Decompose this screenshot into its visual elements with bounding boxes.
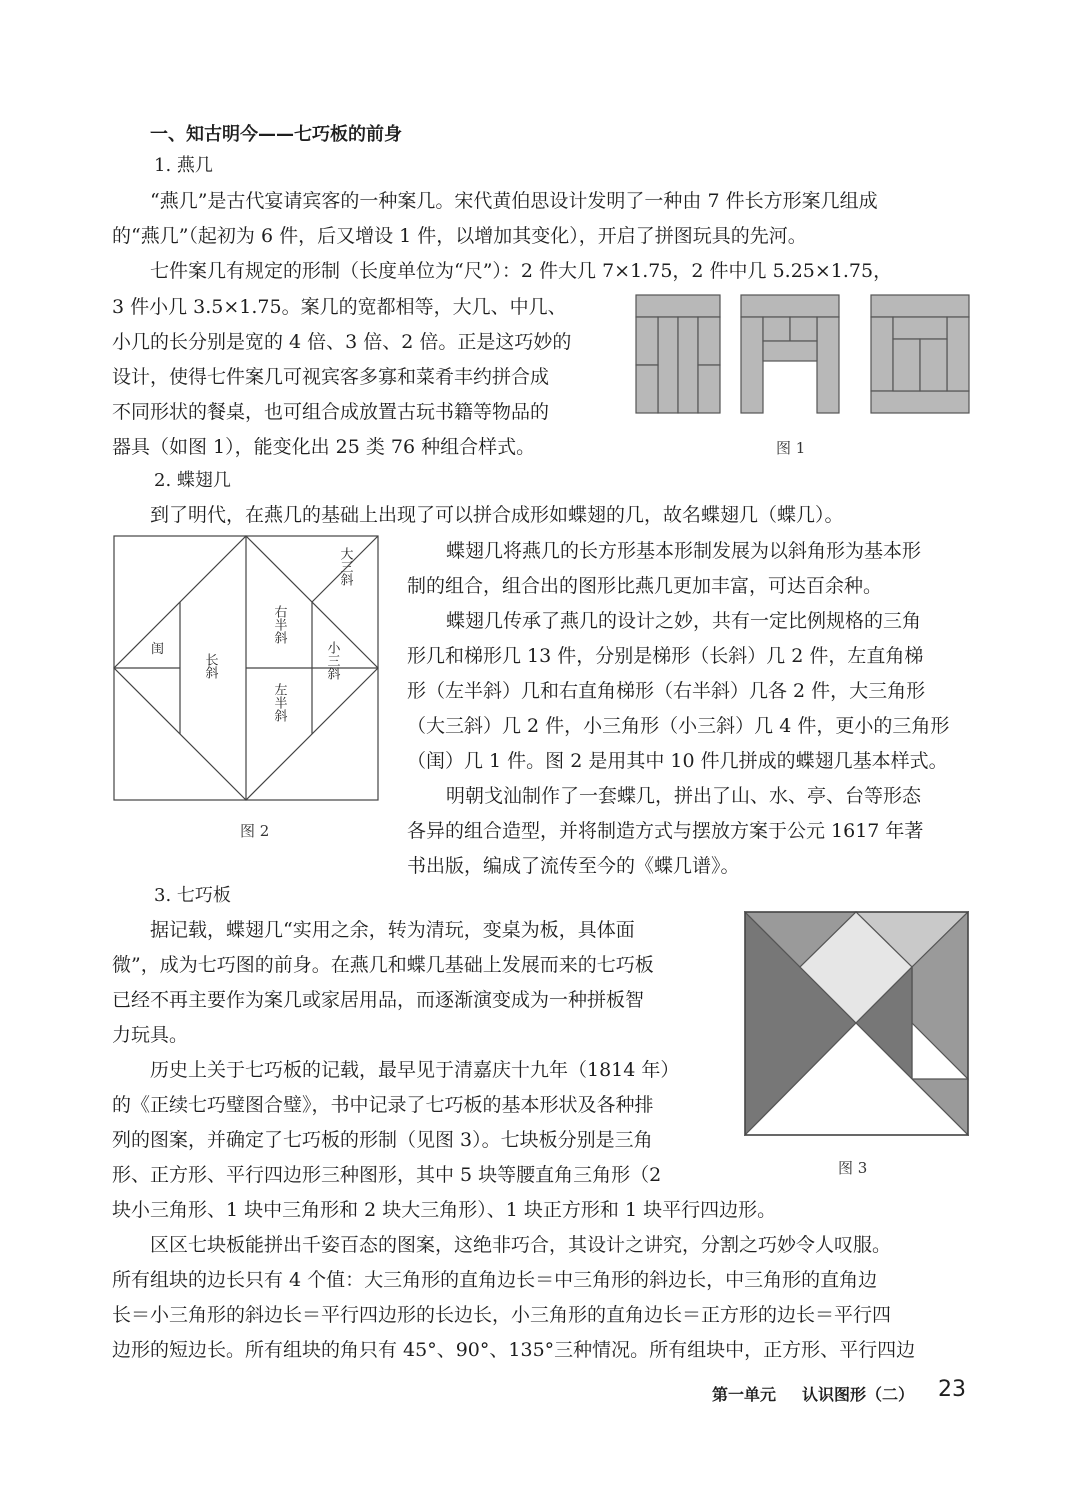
paragraph-line: 不同形状的餐桌，也可组合成放置古玩书籍等物品的: [112, 401, 550, 423]
footer-chapter: 认识图形（二）: [802, 1385, 915, 1404]
paragraph-line: 微”，成为七巧图的前身。在燕几和蝶几基础上发展而来的七巧板: [112, 954, 654, 976]
paragraph-line: 形（左半斜）几和右直角梯形（右半斜）几各 2 件，大三角形: [407, 680, 926, 702]
label-small-triangle: 小三斜: [324, 641, 340, 680]
figure-1-yanji: [635, 294, 971, 416]
label-long-diagonal: 长斜: [202, 653, 218, 679]
paragraph-line: 制的组合，组合出的图形比燕几更加丰富，可达百余种。: [407, 575, 883, 597]
figure-1-caption: 图 1: [776, 439, 806, 457]
paragraph-line: 形几和梯形几 13 件，分别是梯形（长斜）几 2 件，左直角梯: [407, 645, 924, 667]
section-title: 一、知古明今——七巧板的前身: [150, 124, 402, 145]
label-left-half: 左半斜: [271, 683, 287, 722]
paragraph-line: （大三斜）几 2 件，小三角形（小三斜）几 4 件，更小的三角形: [407, 715, 950, 737]
label-min-triangle: 闺: [151, 642, 165, 657]
footer-unit: 第一单元: [712, 1385, 777, 1404]
paragraph-line: 形、正方形、平行四边形三种图形，其中 5 块等腰直角三角形（2: [112, 1164, 662, 1186]
paragraph-line: 器具（如图 1），能变化出 25 类 76 种组合样式。: [112, 436, 536, 458]
label-large-triangle: 大三斜: [337, 547, 353, 586]
paragraph-line: 的《正续七巧璧图合璧》，书中记录了七巧板的基本形状及各种排: [112, 1094, 654, 1116]
figure-3-tangram: [744, 911, 969, 1136]
paragraph-line: 据记载，蝶翅几“实用之余，转为清玩，变桌为板，具体面: [150, 919, 635, 941]
paragraph-line: 力玩具。: [112, 1024, 189, 1046]
paragraph-line: 蝶翅几将燕几的长方形基本形制发展为以斜角形为基本形: [446, 540, 922, 562]
paragraph-line: 的“燕几”（起初为 6 件，后又增设 1 件，以增加其变化），开启了拼图玩具的先河。: [112, 225, 807, 247]
subheading-qiqiaoban: 3. 七巧板: [154, 885, 231, 906]
paragraph-line: 块小三角形、1 块中三角形和 2 块大三角形）、1 块正方形和 1 块平行四边形。: [112, 1199, 777, 1221]
subheading-yanji: 1. 燕几: [154, 155, 213, 176]
paragraph-line: 到了明代，在燕几的基础上出现了可以拼合成形如蝶翅的几，故名蝶翅几（蝶几）。: [150, 504, 844, 526]
figure-3-caption: 图 3: [838, 1159, 868, 1177]
paragraph-line: 所有组块的边长只有 4 个值：大三角形的直角边长＝中三角形的斜边长，中三角形的直角边: [112, 1269, 878, 1291]
paragraph-line: 区区七块板能拼出千姿百态的图案，这绝非巧合，其设计之讲究，分割之巧妙令人叹服。: [150, 1234, 892, 1256]
page-number: 23: [938, 1377, 966, 1402]
paragraph-line: （闺）几 1 件。图 2 是用其中 10 件几拼成的蝶翅几基本样式。: [407, 750, 948, 772]
paragraph-line: “燕几”是古代宴请宾客的一种案几。宋代黄伯思设计发明了一种由 7 件长方形案几组成: [150, 190, 878, 212]
paragraph-line: 历史上关于七巧板的记载，最早见于清嘉庆十九年（1814 年）: [150, 1059, 680, 1081]
paragraph-line: 书出版，编成了流传至今的《蝶几谱》。: [407, 855, 740, 877]
figure-2-diechiji: [113, 535, 379, 801]
subheading-diechiji: 2. 蝶翅几: [154, 470, 231, 491]
paragraph-line: 七件案几有规定的形制（长度单位为“尺”）：2 件大几 7×1.75，2 件中几 5.25×1.75，: [150, 260, 893, 282]
label-right-half: 右半斜: [271, 605, 287, 644]
figure-2-caption: 图 2: [240, 822, 270, 840]
paragraph-line: 小几的长分别是宽的 4 倍、3 倍、2 倍。正是这巧妙的: [112, 331, 572, 353]
paragraph-line: 长＝小三角形的斜边长＝平行四边形的长边长，小三角形的直角边长＝正方形的边长＝平行四: [112, 1304, 892, 1326]
paragraph-line: 已经不再主要作为案几或家居用品，而逐渐演变成为一种拼板智: [112, 989, 645, 1011]
paragraph-line: 列的图案，并确定了七巧板的形制（见图 3）。七块板分别是三角: [112, 1129, 653, 1151]
paragraph-line: 明朝戈汕制作了一套蝶几，拼出了山、水、亭、台等形态: [446, 785, 922, 807]
paragraph-line: 3 件小几 3.5×1.75。案几的宽都相等，大几、中几、: [112, 296, 567, 318]
paragraph-line: 各异的组合造型，并将制造方式与摆放方案于公元 1617 年著: [407, 820, 924, 842]
paragraph-line: 边形的短边长。所有组块的角只有 45°、90°、135°三种情况。所有组块中，正方形、平行四边: [112, 1339, 916, 1361]
paragraph-line: 设计，使得七件案几可视宾客多寡和菜肴丰约拼合成: [112, 366, 550, 388]
paragraph-line: 蝶翅几传承了燕几的设计之妙，共有一定比例规格的三角: [446, 610, 922, 632]
